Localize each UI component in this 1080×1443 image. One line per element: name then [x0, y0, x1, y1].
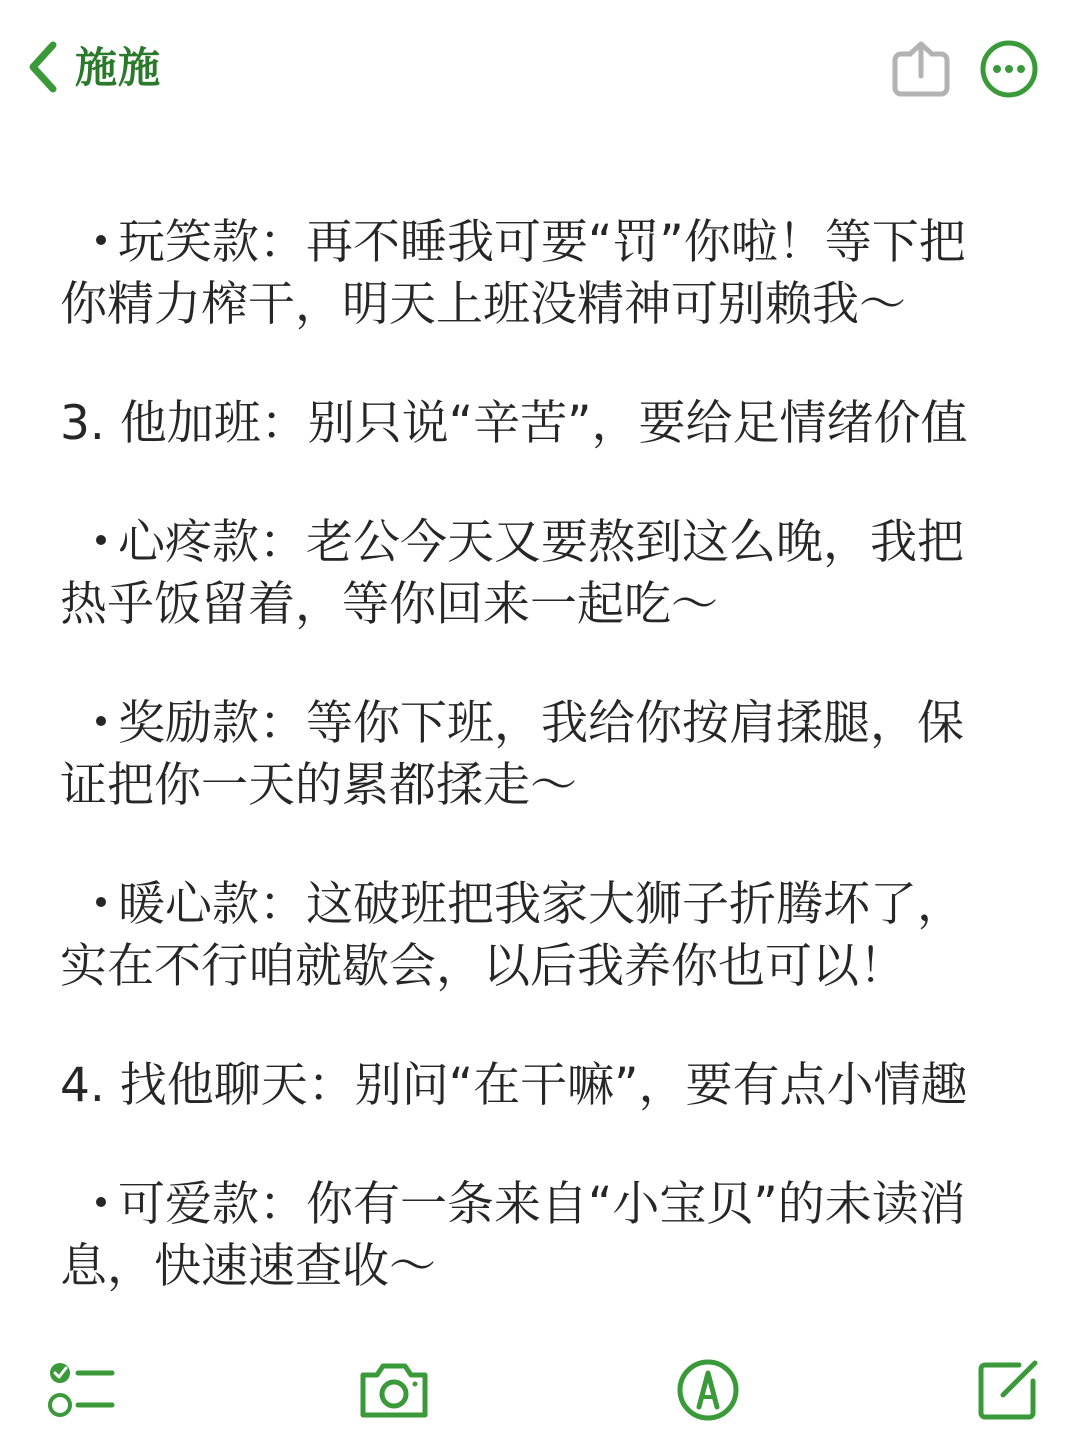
bullet-reward: [60, 693, 1010, 817]
more-horizontal-icon: [978, 38, 1040, 100]
bullet-dot: [96, 716, 106, 726]
bullet-reward-text: 奖励款：等你下班，我给你按肩揉腿，保证把你一天的累都揉走～: [60, 696, 964, 813]
checklist-button[interactable]: [42, 1350, 122, 1430]
bullet-dot: [96, 535, 106, 545]
chevron-left-icon: [23, 39, 63, 95]
new-note-button[interactable]: [968, 1350, 1048, 1430]
camera-icon: [357, 1359, 431, 1421]
section-heading-chat: 4. 找他聊天：别问“在干嘛”，要有点小情趣: [60, 1058, 968, 1113]
section-heading-overtime: 3. 他加班：别只说“辛苦”，要给足情绪价值: [60, 396, 968, 451]
bottom-toolbar: [0, 1340, 1080, 1443]
share-button[interactable]: [888, 38, 954, 100]
handwriting-button[interactable]: [668, 1350, 748, 1430]
edit-icon: [975, 1357, 1041, 1423]
bullet-cute: [60, 1174, 1010, 1298]
bullet-dot: [96, 897, 106, 907]
bullet-dot: [96, 1197, 106, 1207]
bullet-dot: [96, 235, 106, 245]
note-body[interactable]: [60, 212, 1010, 1298]
share-icon: [890, 40, 952, 98]
note-title: 施施: [75, 43, 162, 92]
checklist-icon: [46, 1357, 118, 1423]
more-button[interactable]: [976, 36, 1042, 102]
camera-button[interactable]: [354, 1350, 434, 1430]
bullet-warm: [60, 874, 1010, 998]
bullet-caring-text: 心疼款：老公今天又要熬到这么晚，我把热乎饭留着，等你回来一起吃～: [60, 515, 964, 632]
bullet-joke-text: 玩笑款：再不睡我可要“罚”你啦！等下把你精力榨干，明天上班没精神可别赖我～: [60, 215, 966, 332]
bullet-caring: [60, 512, 1010, 636]
back-button[interactable]: [14, 36, 72, 98]
pen-icon: [675, 1357, 741, 1423]
bullet-warm-text: 暖心款：这破班把我家大狮子折腾坏了，实在不行咱就歇会，以后我养你也可以！: [60, 877, 964, 994]
bullet-joke: [60, 212, 1010, 336]
bullet-cute-text: 可爱款：你有一条来自“小宝贝”的未读消息，快速速查收～: [60, 1177, 966, 1294]
note-header: [0, 0, 1080, 140]
